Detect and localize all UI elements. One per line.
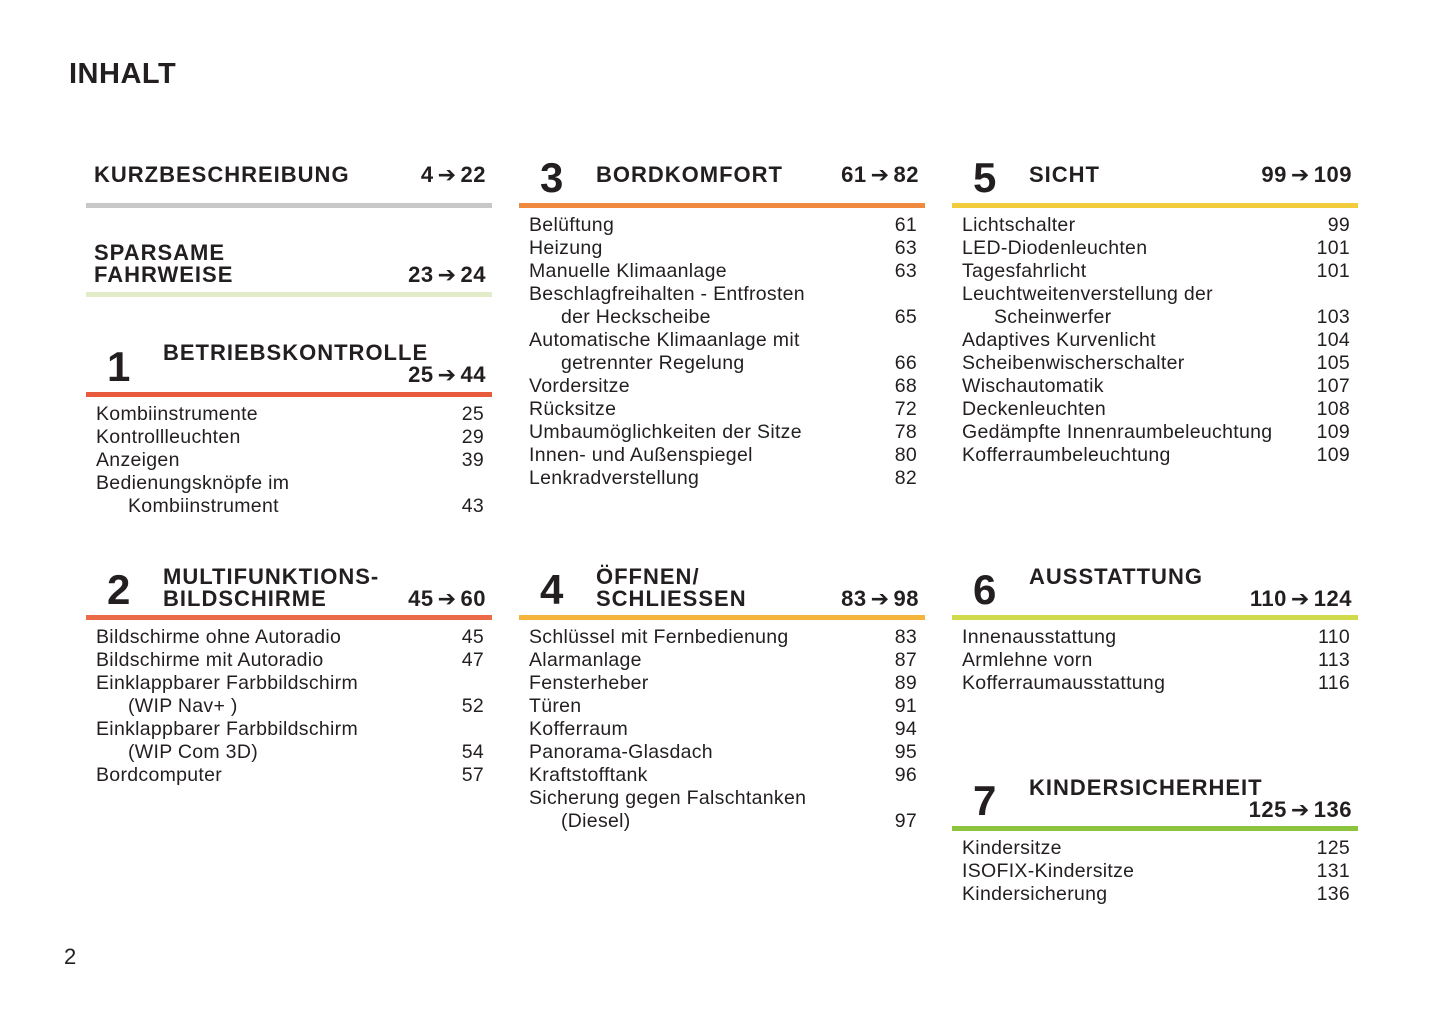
entry-label: Innen- und Außenspiegel — [529, 444, 753, 466]
entry-page: 113 — [1318, 649, 1350, 671]
toc-entry[interactable] — [529, 741, 925, 764]
entry-page: 87 — [894, 649, 917, 671]
entry-label: Vordersitze — [529, 375, 630, 397]
toc-entry[interactable] — [962, 237, 1358, 260]
entry-label: Innenausstattung — [962, 626, 1117, 648]
entry-page: 101 — [1316, 260, 1350, 282]
entry-label: Kofferraumbeleuchtung — [962, 444, 1171, 466]
toc-entry[interactable] — [529, 444, 925, 467]
entry-label-continuation: Kombiinstrument — [128, 495, 279, 517]
entry-label: Beschlagfreihalten - Entfrosten — [529, 283, 805, 305]
entry-page: 52 — [461, 695, 484, 717]
toc-entry[interactable] — [529, 421, 925, 444]
entry-label: Manuelle Klimaanlage — [529, 260, 727, 282]
entry-page: 109 — [1316, 421, 1350, 443]
entry-label: Einklappbarer Farbbildschirm — [96, 718, 359, 740]
entry-page: 25 — [461, 403, 484, 425]
entry-page: 45 — [461, 626, 484, 648]
entry-label: Kraftstofftank — [529, 764, 648, 786]
toc-entry[interactable] — [96, 764, 492, 787]
entry-page: 125 — [1316, 837, 1350, 859]
entry-label: Anzeigen — [96, 449, 180, 471]
page-from: 110 — [1249, 586, 1287, 611]
entry-label: Bildschirme ohne Autoradio — [96, 626, 342, 648]
entry-page: 96 — [894, 764, 917, 786]
entry-label: Lenkradverstellung — [529, 467, 700, 489]
arrow-right-icon: ➔ — [870, 586, 890, 611]
entry-page: 108 — [1316, 398, 1350, 420]
section-3-bordkomfort[interactable] — [519, 152, 925, 490]
arrow-right-icon: ➔ — [1290, 162, 1310, 187]
entry-page: 104 — [1316, 329, 1350, 351]
entry-label: Einklappbarer Farbbildschirm — [96, 672, 359, 694]
entry-page: 136 — [1316, 883, 1350, 905]
entry-page: 94 — [894, 718, 917, 740]
section-divider — [86, 292, 492, 297]
entry-page: 57 — [461, 764, 484, 786]
entry-page: 109 — [1316, 444, 1350, 466]
toc-entry[interactable] — [962, 260, 1358, 283]
toc-entry[interactable] — [962, 626, 1358, 649]
entry-label: Kofferraum — [529, 718, 629, 740]
page-to: 109 — [1313, 162, 1352, 187]
toc-entry[interactable] — [96, 472, 492, 518]
entry-page: 83 — [894, 626, 917, 648]
entry-page: 63 — [894, 260, 917, 282]
toc-entry[interactable] — [962, 214, 1358, 237]
toc-entry[interactable] — [962, 444, 1358, 467]
entry-label: Leuchtweitenverstellung der — [962, 283, 1213, 305]
entry-page: 107 — [1316, 375, 1350, 397]
section-page-range — [408, 588, 486, 610]
entry-label: Umbaumöglichkeiten der Sitze — [529, 421, 802, 443]
section-title: BETRIEBSKONTROLLE — [163, 340, 429, 365]
arrow-right-icon: ➔ — [437, 362, 457, 387]
entry-label: Kindersicherung — [962, 883, 1108, 905]
arrow-right-icon: ➔ — [437, 162, 457, 187]
section-1-betriebskontrolle[interactable] — [86, 340, 492, 518]
toc-entry[interactable] — [529, 329, 925, 375]
entry-label: Fensterheber — [529, 672, 649, 694]
entry-label: Türen — [529, 695, 582, 717]
toc-entry[interactable] — [529, 764, 925, 787]
page-from: 61 — [841, 162, 867, 187]
section-page-range — [1261, 164, 1352, 186]
section-title: KURZBESCHREIBUNG — [94, 162, 350, 187]
page-to: 24 — [460, 262, 486, 287]
entry-label: Adaptives Kurvenlicht — [962, 329, 1156, 351]
entry-label: LED-Diodenleuchten — [962, 237, 1148, 259]
entry-label: Gedämpfte Innenraumbeleuchtung — [962, 421, 1273, 443]
toc-entry[interactable] — [962, 352, 1358, 375]
section-number: 2 — [107, 566, 131, 613]
toc-entry[interactable] — [529, 214, 925, 237]
arrow-right-icon: ➔ — [870, 162, 890, 187]
entry-page: 91 — [894, 695, 917, 717]
toc-entry[interactable] — [529, 718, 925, 741]
section-number: 1 — [107, 343, 131, 390]
toc-entry[interactable] — [529, 649, 925, 672]
entry-page: 82 — [894, 467, 917, 489]
section-page-range — [841, 588, 919, 610]
section-number: 6 — [973, 566, 997, 613]
entry-list — [519, 620, 925, 833]
page-title: INHALT — [69, 58, 177, 90]
entry-label: Wischautomatik — [962, 375, 1104, 397]
arrow-right-icon: ➔ — [1290, 797, 1310, 822]
section-title: SPARSAME FAHRWEISE — [94, 240, 234, 287]
arrow-right-icon: ➔ — [437, 262, 457, 287]
section-5-sicht[interactable] — [952, 152, 1358, 467]
page-to: 82 — [893, 162, 919, 187]
section-divider — [86, 203, 492, 208]
section-2-multifunktionsbildschirme[interactable] — [86, 564, 492, 787]
entry-label: Sicherung gegen Falschtanken — [529, 787, 807, 809]
entry-label: Bordcomputer — [96, 764, 223, 786]
entry-page: 66 — [894, 352, 917, 374]
entry-label: Lichtschalter — [962, 214, 1076, 236]
section-title: AUSSTATTUNG — [1029, 564, 1203, 589]
entry-page: 116 — [1318, 672, 1350, 694]
toc-entry[interactable] — [962, 283, 1358, 329]
page-from: 83 — [841, 586, 867, 611]
toc-entry[interactable] — [529, 787, 925, 833]
entry-label: Heizung — [529, 237, 603, 259]
entry-page: 72 — [894, 398, 917, 420]
entry-label: Kofferraumausstattung — [962, 672, 1166, 694]
entry-page: 101 — [1316, 237, 1350, 259]
page-to: 124 — [1313, 586, 1352, 611]
entry-label: Automatische Klimaanlage mit — [529, 329, 800, 351]
entry-page: 39 — [461, 449, 484, 471]
toc-entry[interactable] — [96, 426, 492, 449]
toc-entry[interactable] — [962, 672, 1358, 695]
entry-list — [952, 620, 1358, 695]
page-from: 23 — [408, 262, 434, 287]
page-to: 136 — [1313, 797, 1352, 822]
toc-entry[interactable] — [962, 860, 1358, 883]
toc-entry[interactable] — [962, 375, 1358, 398]
entry-label-continuation: der Heckscheibe — [561, 306, 711, 328]
toc-entry[interactable] — [96, 626, 492, 649]
section-page-range — [408, 264, 486, 286]
page-from: 125 — [1248, 797, 1287, 822]
entry-page: 80 — [894, 444, 917, 466]
page-from: 25 — [408, 362, 434, 387]
toc-entry[interactable] — [529, 375, 925, 398]
section-number: 3 — [540, 154, 564, 201]
section-number: 4 — [540, 566, 564, 613]
page-from: 4 — [420, 162, 434, 187]
entry-page: 105 — [1316, 352, 1350, 374]
entry-page: 110 — [1318, 626, 1350, 648]
toc-entry[interactable] — [529, 672, 925, 695]
entry-page: 47 — [461, 649, 484, 671]
toc-entry[interactable] — [96, 449, 492, 472]
entry-label: Bedienungsknöpfe im — [96, 472, 290, 494]
toc-entry[interactable] — [529, 237, 925, 260]
toc-entry[interactable] — [529, 398, 925, 421]
entry-label-continuation: (Diesel) — [561, 810, 631, 832]
entry-label: Kontrollleuchten — [96, 426, 241, 448]
entry-label: Tagesfahrlicht — [962, 260, 1087, 282]
toc-entry[interactable] — [962, 837, 1358, 860]
entry-list — [952, 831, 1358, 906]
entry-page: 89 — [894, 672, 917, 694]
entry-label: Schlüssel mit Fernbedienung — [529, 626, 789, 648]
entry-page: 68 — [894, 375, 917, 397]
entry-label: Deckenleuchten — [962, 398, 1107, 420]
entry-page: 43 — [461, 495, 484, 517]
page-to: 98 — [893, 586, 919, 611]
section-7-kindersicherheit[interactable] — [952, 775, 1358, 906]
entry-page: 95 — [894, 741, 917, 763]
toc-entry[interactable] — [529, 695, 925, 718]
entry-list — [519, 208, 925, 490]
page-to: 44 — [460, 362, 486, 387]
entry-label: Kindersitze — [962, 837, 1062, 859]
section-page-range — [1249, 799, 1352, 821]
section-sparsame-fahrweise[interactable] — [86, 240, 492, 297]
toc-entry[interactable] — [529, 626, 925, 649]
entry-label: Kombiinstrumente — [96, 403, 258, 425]
entry-page: 63 — [894, 237, 917, 259]
toc-entry[interactable] — [962, 883, 1358, 906]
page-to: 22 — [460, 162, 486, 187]
toc-entry[interactable] — [962, 649, 1358, 672]
entry-label-continuation: Scheinwerfer — [994, 306, 1112, 328]
section-page-range — [1250, 588, 1352, 610]
entry-label: Rücksitze — [529, 398, 617, 420]
toc-entry[interactable] — [529, 283, 925, 329]
section-page-range — [421, 164, 486, 186]
arrow-right-icon: ➔ — [437, 586, 457, 611]
toc-entry[interactable] — [96, 718, 492, 764]
entry-label: Panorama-Glasdach — [529, 741, 713, 763]
toc-entry[interactable] — [96, 403, 492, 426]
entry-page: 29 — [461, 426, 484, 448]
page-from: 99 — [1261, 162, 1287, 187]
entry-page: 54 — [461, 741, 484, 763]
entry-label: ISOFIX-Kindersitze — [962, 860, 1135, 882]
entry-page: 97 — [894, 810, 917, 832]
entry-list — [952, 208, 1358, 467]
section-title: SICHT — [1029, 162, 1100, 187]
entry-page: 99 — [1327, 214, 1350, 236]
toc-entry[interactable] — [96, 649, 492, 672]
page-from: 45 — [408, 586, 434, 611]
toc-entry[interactable] — [529, 467, 925, 490]
entry-label-continuation: (WIP Nav+ ) — [128, 695, 238, 717]
entry-label: Alarmanlage — [529, 649, 642, 671]
entry-label: Armlehne vorn — [962, 649, 1093, 671]
section-6-ausstattung[interactable] — [952, 564, 1358, 695]
section-title: ÖFFNEN/ SCHLIESSEN — [596, 564, 747, 611]
section-page-range — [408, 364, 486, 386]
entry-page: 61 — [894, 214, 917, 236]
page-number: 2 — [64, 944, 77, 969]
toc-entry[interactable] — [962, 421, 1358, 444]
entry-label: Scheibenwischerschalter — [962, 352, 1185, 374]
entry-label: Bildschirme mit Autoradio — [96, 649, 324, 671]
entry-page: 65 — [894, 306, 917, 328]
toc-entry[interactable] — [529, 260, 925, 283]
toc-entry[interactable] — [962, 398, 1358, 421]
section-title: KINDERSICHERHEIT — [1029, 775, 1263, 800]
section-title: BORDKOMFORT — [596, 162, 783, 187]
toc-entry[interactable] — [96, 672, 492, 718]
entry-page: 103 — [1316, 306, 1350, 328]
section-page-range — [841, 164, 919, 186]
section-kurzbeschreibung[interactable] — [86, 152, 492, 208]
entry-list — [86, 397, 492, 518]
arrow-right-icon: ➔ — [1290, 586, 1310, 611]
entry-label-continuation: (WIP Com 3D) — [128, 741, 258, 763]
entry-label: Belüftung — [529, 214, 615, 236]
section-4-oeffnen-schliessen[interactable] — [519, 564, 925, 833]
toc-entry[interactable] — [962, 329, 1358, 352]
entry-page: 131 — [1316, 860, 1350, 882]
section-number: 7 — [973, 777, 997, 824]
entry-list — [86, 620, 492, 787]
entry-page: 78 — [894, 421, 917, 443]
section-title: MULTIFUNKTIONS- BILDSCHIRME — [163, 564, 380, 611]
page-to: 60 — [460, 586, 486, 611]
section-number: 5 — [973, 154, 997, 201]
entry-label-continuation: getrennter Regelung — [561, 352, 745, 374]
